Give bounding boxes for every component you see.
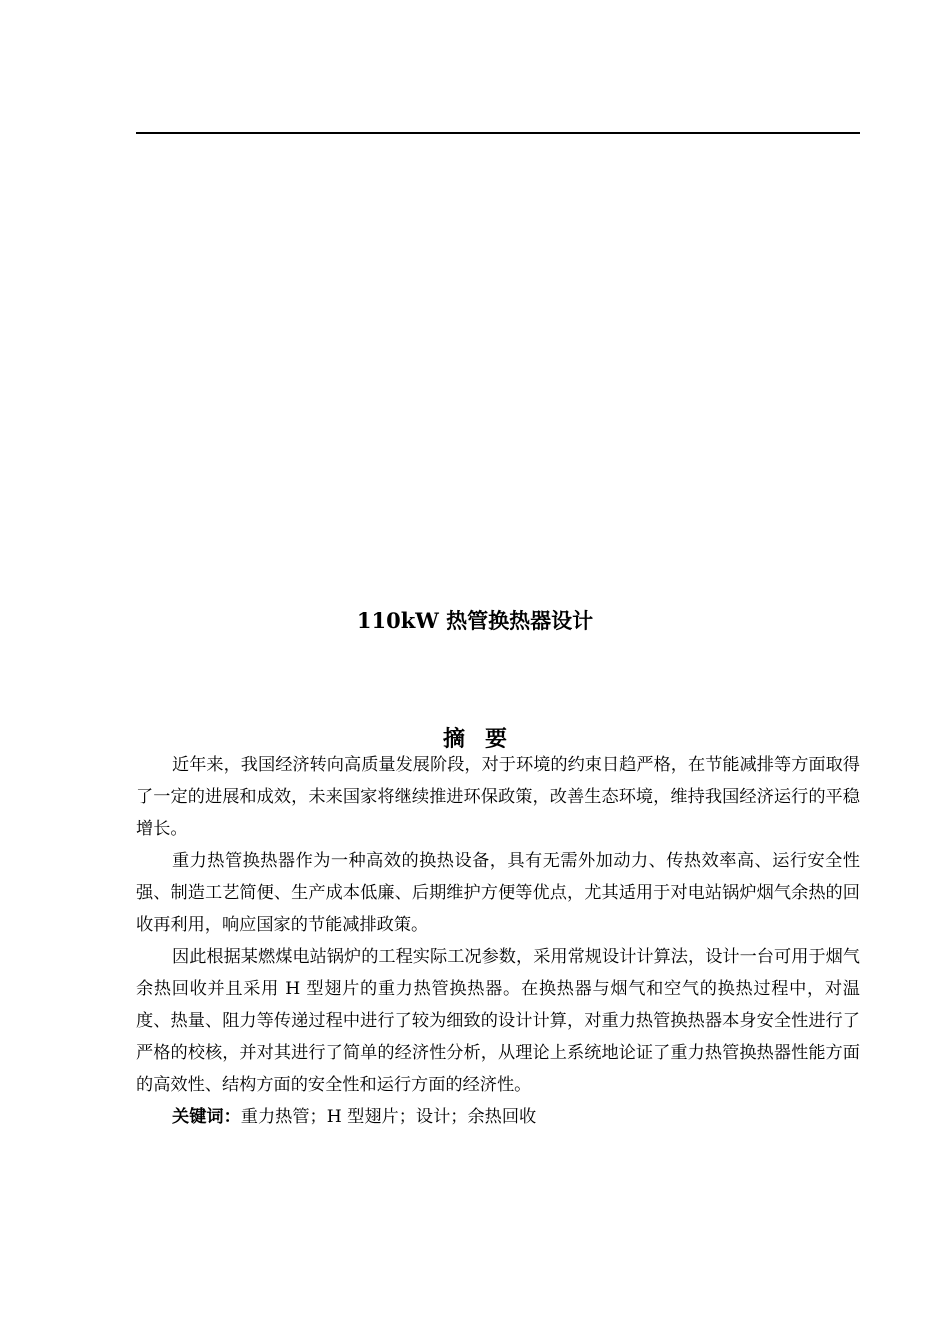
- abstract-paragraph-3: 因此根据某燃煤电站锅炉的工程实际工况参数，采用常规设计计算法，设计一台可用于烟气余热回收并且采用 H 型翅片的重力热管换热器。在换热器与烟气和空气的换热过程中，对温度、热量、阻力等传递过程中进行了较为细致的设计计算，对重力热管换热器本身安全性进行了严格的校核，并对其进行了简单的经济性分析，从理论上系统地论证了重力热管换热器性能方面的高效性、结构方面的安全性和运行方面的经济性。: [136, 947, 860, 1095]
- header-rule: [136, 132, 860, 134]
- document-title: 110kW 热管换热器设计: [356, 608, 594, 634]
- abstract-paragraph-1: 近年来，我国经济转向高质量发展阶段，对于环境的约束日趋严格，在节能减排等方面取得了一定的进展和成效，未来国家将继续推进环保政策，改善生态环境，维持我国经济运行的平稳增长。: [136, 755, 860, 839]
- abstract-heading: 摘要: [442, 726, 527, 753]
- abstract-paragraph-2: 重力热管换热器作为一种高效的换热设备，具有无需外加动力、传热效率高、运行安全性强、制造工艺简便、生产成本低廉、后期维护方便等优点，尤其适用于对电站锅炉烟气余热的回收再利用，响应国家的节能减排政策。: [136, 851, 860, 935]
- keywords-line: [136, 1101, 860, 1133]
- abstract-body: [136, 749, 860, 1133]
- keywords-label: 关键词：: [172, 1107, 241, 1127]
- keywords-text: 重力热管；H 型翅片；设计；余热回收: [240, 1107, 537, 1127]
